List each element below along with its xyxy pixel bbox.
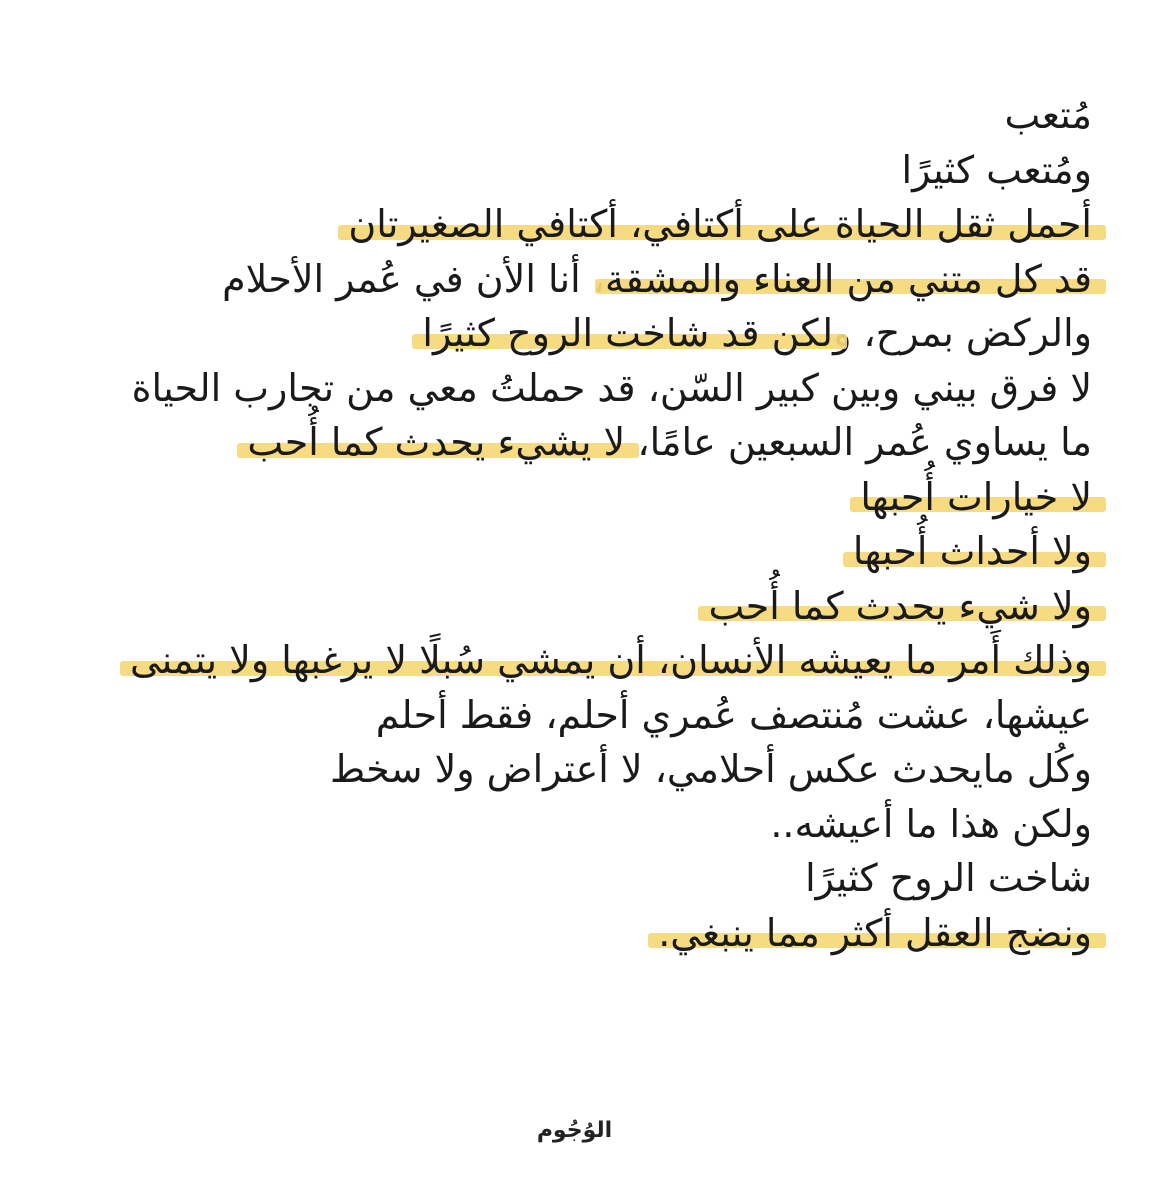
highlighted-segment: قد كل متني من العناء والمشقة: [605, 256, 1092, 301]
poem-line: [52, 415, 1092, 470]
highlighted-segment: أحمل ثقل الحياة على أكتافي، أكتافي الصغيرتان: [348, 202, 1092, 246]
poem-line: [52, 88, 1092, 143]
text-segment: ما يساوي عُمر السبعين عامًا،: [625, 420, 1092, 464]
poem-line: [52, 797, 1092, 852]
highlighted-segment: وذلك أَمر ما يعيشه الأنسان،: [645, 638, 1092, 682]
text-segment: ، أنا الأن في عُمر الأحلام: [222, 256, 606, 301]
author-signature: الوُجُوم: [536, 1118, 613, 1143]
highlighted-segment: أن يمشي سُبلًا لا يرغبها ولا يتمنى: [129, 638, 646, 682]
highlighted-segment: ونضج العقل أكثر مما ينبغي.: [658, 910, 1092, 955]
poem-line: [52, 470, 1092, 525]
poem-line: [52, 851, 1092, 906]
text-segment: والركض بمرح، و: [833, 311, 1092, 355]
text-segment: عيشها، عشت مُنتصف عُمري أحلم، فقط أحلم: [375, 692, 1092, 737]
poem-line: [52, 197, 1092, 252]
poem-text: [52, 88, 1092, 960]
poem-line: [52, 252, 1092, 307]
highlighted-segment: لا خيارات أُحبها: [860, 474, 1092, 519]
poem-line: [52, 688, 1092, 743]
highlighted-segment: ولا شيء يحدث كما أُحب: [708, 583, 1092, 628]
text-segment: ومُتعب كثيرًا: [901, 147, 1092, 192]
highlighted-segment: ولا أحداث أُحبها: [852, 529, 1092, 573]
poem-line: [52, 306, 1092, 361]
poem-line: [52, 524, 1092, 579]
poem-line: [52, 906, 1092, 961]
poem-line: [52, 361, 1092, 416]
highlighted-segment: لكن قد شاخت الروح كثيرًا: [422, 311, 834, 355]
poem-line: [52, 143, 1092, 198]
text-segment: ولكن هذا ما أعيشه..: [770, 801, 1092, 846]
text-segment: شاخت الروح كثيرًا: [805, 856, 1092, 900]
poem-line: [52, 579, 1092, 634]
poem-line: [52, 633, 1092, 688]
highlighted-segment: لا يشيء يحدث كما أُحب: [247, 420, 626, 464]
text-segment: مُتعب: [1004, 93, 1092, 137]
text-segment: وكُل مايحدث عكس أحلامي، لا أعتراض ولا سخط: [330, 747, 1092, 791]
text-segment: لا فرق بيني وبين كبير السّن، قد حملتُ معي من تجارب الحياة: [131, 365, 1092, 410]
poem-line: [52, 742, 1092, 797]
